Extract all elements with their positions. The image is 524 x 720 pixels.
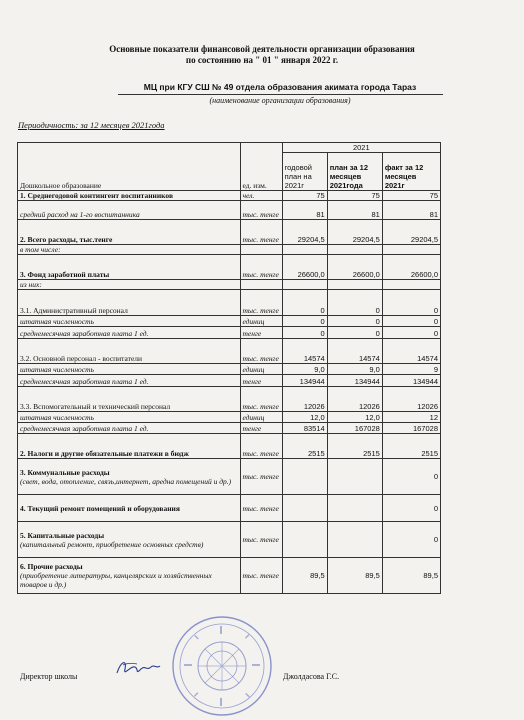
row-label: 4. Текущий ремонт помещений и оборудования — [18, 495, 241, 522]
row-value-fact-12m: 0 — [382, 459, 440, 495]
row-value-fact-12m: 89,5 — [382, 558, 440, 594]
table-row — [18, 280, 441, 290]
table-header-row — [18, 143, 441, 153]
row-value-plan-year — [282, 495, 327, 522]
row-label: среднемесячная заработная плата 1 ед. — [18, 327, 241, 339]
row-label: из них: — [18, 280, 241, 290]
year-header: 2021 — [282, 143, 440, 153]
row-label: в том числе: — [18, 245, 241, 255]
row-value-plan-year: 12,0 — [282, 412, 327, 423]
row-value-plan-12m: 2515 — [327, 434, 382, 459]
organization-name: МЦ при КГУ СШ № 49 отдела образования акимата города Тараз — [143, 82, 417, 92]
row-value-fact-12m: 14574 — [382, 339, 440, 364]
row-label: средний расход на 1-го воспитанника — [18, 201, 241, 220]
table-row — [18, 364, 441, 375]
row-unit: тыс. тенге — [240, 434, 282, 459]
row-value-fact-12m: 9 — [382, 364, 440, 375]
row-value-plan-year: 75 — [282, 191, 327, 201]
row-unit — [240, 280, 282, 290]
col-12m-plan-header: план за 12 месяцев 2021года — [327, 153, 382, 191]
row-value-plan-12m: 0 — [327, 316, 382, 327]
row-value-plan-12m: 81 — [327, 201, 382, 220]
official-seal-icon — [170, 614, 274, 718]
row-value-plan-12m: 26600,0 — [327, 255, 382, 280]
row-label: 2. Всего расходы, тыс.тенге — [18, 220, 241, 245]
table-row — [18, 412, 441, 423]
row-value-fact-12m: 81 — [382, 201, 440, 220]
row-value-plan-year: 12026 — [282, 387, 327, 412]
row-unit: тыс. тенге — [240, 558, 282, 594]
row-value-plan-12m: 12,0 — [327, 412, 382, 423]
document-title: Основные показатели финансовой деятельности организации образования — [109, 44, 415, 54]
row-value-plan-12m: 134944 — [327, 375, 382, 387]
row-value-fact-12m — [382, 280, 440, 290]
row-value-plan-year: 89,5 — [282, 558, 327, 594]
document-date: по состоянию на " 01 " января 2022 г. — [185, 55, 339, 65]
row-label-cell — [18, 459, 241, 495]
row-unit — [240, 245, 282, 255]
row-unit: тыс. тенге — [240, 459, 282, 495]
row-value-plan-12m — [327, 245, 382, 255]
row-value-fact-12m: 2515 — [382, 434, 440, 459]
row-value-plan-year — [282, 245, 327, 255]
table-row — [18, 245, 441, 255]
row-label: штатная численность — [18, 364, 241, 375]
row-value-plan-12m: 0 — [327, 290, 382, 316]
director-name: Джолдасова Г.С. — [283, 672, 340, 681]
table-row — [18, 434, 441, 459]
table-row — [18, 201, 441, 220]
row-value-fact-12m: 167028 — [382, 423, 440, 434]
table-row — [18, 327, 441, 339]
row-value-fact-12m: 0 — [382, 522, 440, 558]
table-row — [18, 522, 441, 558]
organization-underline — [118, 94, 443, 95]
organization-caption: (наименование организации образования) — [209, 96, 351, 105]
row-sublabel: (приобретение литературы, канцелярских и хозяйственных товаров и др.) — [20, 571, 212, 589]
row-value-plan-year: 26600,0 — [282, 255, 327, 280]
row-value-plan-year: 29204,5 — [282, 220, 327, 245]
col-annual-plan-header: годовой план на 2021г — [282, 153, 327, 191]
row-value-plan-year: 83514 — [282, 423, 327, 434]
row-value-fact-12m: 75 — [382, 191, 440, 201]
row-unit: тыс. тенге — [240, 339, 282, 364]
row-label: 5. Капитальные расходы — [20, 530, 105, 540]
row-value-plan-year — [282, 280, 327, 290]
unit-header: ед. изм. — [240, 143, 282, 191]
row-value-fact-12m: 0 — [382, 290, 440, 316]
financial-table — [17, 142, 441, 594]
row-value-plan-year — [282, 459, 327, 495]
row-value-plan-year: 2515 — [282, 434, 327, 459]
row-unit: чел. — [240, 191, 282, 201]
table-row — [18, 387, 441, 412]
row-value-plan-year — [282, 522, 327, 558]
row-label: 3.2. Основной персонал - воспитатели — [18, 339, 241, 364]
row-value-plan-year: 81 — [282, 201, 327, 220]
periodicity: Периодичность: за 12 месяцев 2021года — [18, 120, 165, 130]
table-row — [18, 220, 441, 245]
table-row — [18, 423, 441, 434]
row-value-fact-12m: 12 — [382, 412, 440, 423]
row-unit: тенге — [240, 375, 282, 387]
row-value-fact-12m: 26600,0 — [382, 255, 440, 280]
director-label: Директор школы — [20, 672, 78, 681]
col-12m-fact-header: факт за 12 месяцев 2021г — [382, 153, 440, 191]
row-value-plan-12m: 14574 — [327, 339, 382, 364]
row-value-fact-12m: 29204,5 — [382, 220, 440, 245]
row-label: 3. Фонд заработной платы — [18, 255, 241, 280]
row-unit: тыс. тенге — [240, 255, 282, 280]
row-label: штатная численность — [18, 412, 241, 423]
row-unit: единиц — [240, 316, 282, 327]
row-label: 6. Прочие расходы — [20, 562, 83, 571]
row-value-fact-12m: 0 — [382, 316, 440, 327]
row-label: штатная численность — [18, 316, 241, 327]
row-value-plan-12m: 0 — [327, 327, 382, 339]
row-value-plan-12m — [327, 459, 382, 495]
row-value-plan-12m: 29204,5 — [327, 220, 382, 245]
row-unit: тыс. тенге — [240, 522, 282, 558]
row-sublabel: (капитальный ремонт, приобретение основных средств) — [20, 539, 204, 549]
corner-label: Дошкольное образование — [18, 143, 241, 191]
row-value-plan-12m: 9,0 — [327, 364, 382, 375]
row-label: среднемесячная заработная плата 1 ед. — [18, 423, 241, 434]
row-sublabel: (свет, вода, отопление, связь,интернет, аредна помещений и др.) — [20, 476, 232, 486]
row-value-plan-year: 9,0 — [282, 364, 327, 375]
table-row — [18, 316, 441, 327]
row-value-fact-12m: 12026 — [382, 387, 440, 412]
row-label: 3. Коммунальные расходы — [20, 467, 110, 477]
row-label: 1. Среднегодовой контингент воспитанников — [18, 191, 241, 201]
row-unit: тыс. тенге — [240, 387, 282, 412]
row-unit: тенге — [240, 423, 282, 434]
table-row — [18, 191, 441, 201]
row-unit: тыс. тенге — [240, 201, 282, 220]
table-row — [18, 459, 441, 495]
row-label: 3.1. Административный персонал — [18, 290, 241, 316]
row-value-plan-12m — [327, 280, 382, 290]
row-value-fact-12m: 134944 — [382, 375, 440, 387]
signature-icon — [113, 657, 163, 679]
row-label-cell — [18, 522, 241, 558]
table-row — [18, 375, 441, 387]
row-value-plan-12m: 167028 — [327, 423, 382, 434]
row-unit: единиц — [240, 412, 282, 423]
table-row — [18, 495, 441, 522]
row-value-plan-year: 14574 — [282, 339, 327, 364]
table-row — [18, 290, 441, 316]
row-value-plan-12m — [327, 522, 382, 558]
row-value-plan-year: 0 — [282, 290, 327, 316]
row-value-plan-12m — [327, 495, 382, 522]
row-value-fact-12m: 0 — [382, 327, 440, 339]
row-label: 2. Налоги и другие обязательные платежи в бюдж — [18, 434, 241, 459]
row-label: 3.3. Вспомогательный и технический персонал — [18, 387, 241, 412]
row-value-plan-12m: 89,5 — [327, 558, 382, 594]
table-row — [18, 339, 441, 364]
row-unit: тенге — [240, 327, 282, 339]
row-value-plan-12m: 12026 — [327, 387, 382, 412]
row-value-fact-12m: 0 — [382, 495, 440, 522]
row-unit: тыс. тенге — [240, 290, 282, 316]
row-value-plan-year: 134944 — [282, 375, 327, 387]
row-unit: тыс. тенге — [240, 495, 282, 522]
row-unit: единиц — [240, 364, 282, 375]
row-label: среднемесячная заработная плата 1 ед. — [18, 375, 241, 387]
row-label-cell — [18, 558, 241, 594]
row-unit: тыс. тенге — [240, 220, 282, 245]
row-value-plan-year: 0 — [282, 316, 327, 327]
table-row — [18, 558, 441, 594]
table-row — [18, 255, 441, 280]
row-value-fact-12m — [382, 245, 440, 255]
row-value-plan-12m: 75 — [327, 191, 382, 201]
row-value-plan-year: 0 — [282, 327, 327, 339]
